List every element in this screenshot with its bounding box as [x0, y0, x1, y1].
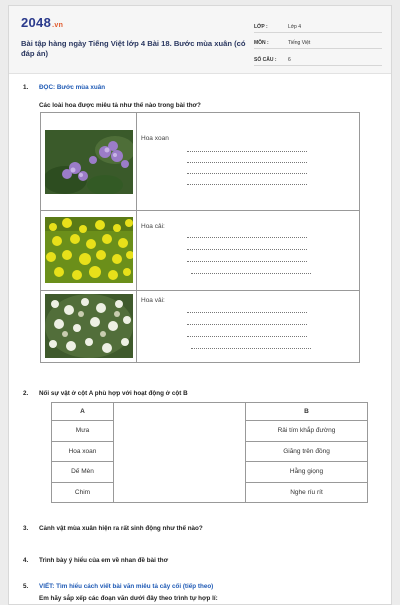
flower-name-xoan: Hoa xoan [141, 135, 169, 142]
white-flower-photo [45, 294, 133, 358]
flower-row [41, 291, 360, 363]
answer-line [187, 184, 307, 185]
answer-line [187, 324, 307, 325]
flower-name-cai: Hoa cải: [141, 223, 165, 230]
column-a-item[interactable]: Mưa [52, 421, 114, 442]
answer-line [187, 162, 307, 163]
column-a-header: A [52, 403, 114, 421]
meta-info [254, 18, 382, 68]
question-1-prompt: Các loài hoa được miêu tả như thế nào trong bài thơ? [39, 102, 201, 109]
flower-name-vai: Hoa vải: [141, 297, 165, 304]
document-title: Bài tập hàng ngày Tiếng Việt lớp 4 Bài 18. Bước mùa xuân (có đáp án) [21, 39, 246, 58]
column-b-item[interactable]: Hằng giọng [246, 462, 368, 483]
question-5: 5. VIẾT: Tìm hiểu cách viết bài văn miêu tả cây cối (tiếp theo) [23, 583, 214, 590]
column-a-item[interactable]: Dế Mèn [52, 462, 114, 483]
column-b-item[interactable]: Giăng trên đồng [246, 441, 368, 462]
matching-header-row [52, 403, 368, 421]
question-2: 2. Nối sự vật ở cột A phù hợp với hoạt động ở cột B [23, 390, 188, 397]
meta-row-count: SỐ CÂU : 6 [254, 52, 382, 67]
question-5-prompt: Em hãy sắp xếp các đoạn văn dưới đây theo trình tự hợp lí: [39, 595, 218, 602]
answer-line [187, 237, 307, 238]
answer-line [187, 261, 307, 262]
matching-row [52, 441, 368, 462]
column-b-item[interactable]: Nghe ríu rít [246, 482, 368, 503]
matching-row [52, 482, 368, 503]
meta-row-subject: MÔN : Tiếng Việt [254, 35, 382, 50]
column-a-item[interactable]: Chim [52, 482, 114, 503]
flower-table [40, 112, 360, 363]
site-logo[interactable]: 2048.vn [21, 15, 64, 30]
question-1: 1. ĐỌC: Bước mùa xuân [23, 84, 106, 91]
answer-line [191, 273, 311, 274]
worksheet-page [8, 5, 392, 605]
yellow-flower-field-photo [45, 217, 133, 283]
question-3: 3. Cảnh vật mùa xuân hiện ra rất sinh động như thế nào? [23, 525, 203, 532]
answer-line [187, 173, 307, 174]
column-a-item[interactable]: Hoa xoan [52, 441, 114, 462]
answer-line [191, 348, 311, 349]
column-b-item[interactable]: Rải tím khắp đường [246, 421, 368, 442]
column-b-header: B [246, 403, 368, 421]
answer-line [187, 151, 307, 152]
flower-row [41, 211, 360, 291]
matching-table [51, 402, 368, 503]
answer-line [187, 312, 307, 313]
matching-row [52, 462, 368, 483]
question-4: 4. Trình bày ý hiểu của em về nhan đề bài thơ [23, 557, 169, 564]
answer-line [187, 336, 307, 337]
worksheet-header [9, 6, 391, 74]
flower-row [41, 113, 360, 211]
meta-row-grade: LỚP : Lớp 4 [254, 18, 382, 33]
answer-line [187, 249, 307, 250]
matching-row [52, 421, 368, 442]
purple-flower-photo [45, 130, 133, 194]
